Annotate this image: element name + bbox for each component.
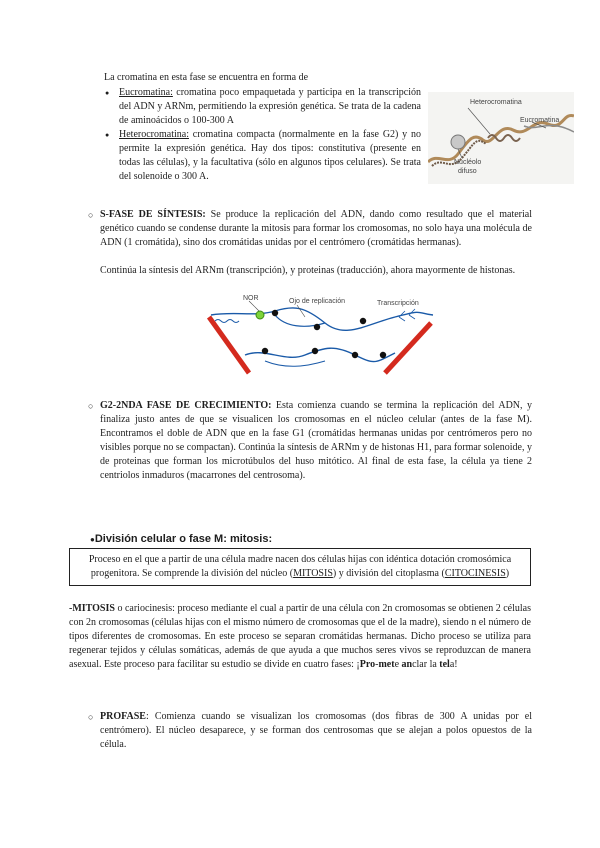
mnemo-an: an [401, 659, 413, 670]
division-heading-text: División celular o fase M: mitosis: [94, 533, 273, 545]
label-nucleolo: Nucléolo [454, 159, 482, 166]
g2-text: Esta comienza cuando se termina la replicación del ADN, y finaliza justo antes de que se visualicen los cromosomas en el núcleo celular (antes de la fase M). Encontramos el doble de ADN que en la fase G1 (cromátidas hermanas unidas por centrómeros pero no visibles porque no se compactan). Continúa la síntesis de ARNm y de histonas H1, para formar solenoide, y de proteinas que forman los microtúbulos del huso mitótico. Al final de esta fase, la célula ya tiene 2 centriolos inmaduros (macarrones del centrosoma). [100, 400, 532, 481]
s-fase-paragraph-2: Continúa la síntesis del ARNm (transcripción), y proteinas (traducción), ahora mayormente de histonas. [100, 265, 516, 276]
label-transcripcion: Transcripción [377, 300, 419, 307]
cromatina-list [103, 86, 421, 184]
profase-text: : Comienza cuando se visualizan los cromosomas (dos fibras de 300 A unidas por el centrómero). El núcleo desaparece, y se forman dos centrosomas que se alejan a polos opuestos de la célula. [100, 711, 532, 750]
box-mitosis: MITOSIS [293, 568, 333, 579]
definition-box [69, 548, 531, 586]
label-heterocromatina: Heterocromatina [470, 99, 522, 106]
s-fase-paragraph [88, 208, 532, 250]
s-fase-text: Se produce la replicación del ADN, dando como resultado que el material genético cuando se condense durante la mitosis para formar los cromosomas, no solo haya una molécula de ADN (1 cromátida), sino dos cromátidas unidas por el centrómero (cromátidas hermanas). [100, 209, 532, 248]
box-text-2: ) y división del citoplasma ( [332, 568, 445, 579]
cromatina-figure [428, 92, 574, 184]
heterocromatina-text: cromatina compacta (normalmente en la fase G2) y no permite la expresión genética. Hay dos tipos: constitutiva (presente en todas las células), y la facultativa (sólo en algunos tipos celulares). Se trata del solenoide o 300 A. [119, 129, 421, 182]
circle-bullet-icon: ○ [88, 210, 94, 220]
label-ojo-replicacion: Ojo de replicación [289, 298, 346, 305]
mitosis-term: -MITOSIS [69, 603, 115, 614]
mnemo-a: a [449, 659, 455, 670]
circle-bullet-icon: ○ [88, 712, 94, 722]
mnemo-met: met [378, 659, 395, 670]
profase-term: PROFASE [100, 711, 146, 722]
mnemo-clar: clar la [412, 659, 440, 670]
s-fase-term: S-FASE DE SÍNTESIS: [100, 209, 206, 220]
label-nor: NOR [243, 295, 259, 302]
box-text-1: Proceso en el que a partir de una célula madre nacen dos células hijas con idéntica dotación cromosómica progenitora. Se comprende la división del núcleo ( [88, 554, 512, 579]
eucromatina-text: cromatina poco empaquetada y participa en la transcripción del ADN y ARNm, permitiendo la expresión genética. Se trata de la cadena de aminoácidos o 100-300 A [119, 87, 421, 126]
mnemo-e: e [394, 659, 402, 670]
replication-figure [205, 293, 435, 375]
label-difuso: difuso [458, 168, 477, 175]
list-item-eucromatina [103, 86, 421, 128]
mnemo-tel: tel [439, 659, 450, 670]
heterocromatina-term: Heterocromatina: [119, 129, 189, 140]
cromatina-intro: La cromatina en esta fase se encuentra en forma de [104, 72, 309, 83]
list-item-heterocromatina [103, 128, 421, 184]
mnemo-end: ! [454, 659, 458, 670]
mnemo-pro: Pro [359, 659, 376, 670]
mitosis-paragraph [69, 602, 531, 672]
division-heading [90, 532, 390, 547]
eucromatina-term: Eucromatina: [119, 87, 173, 98]
bullet-icon: ● [90, 535, 95, 544]
g2-paragraph [88, 399, 532, 483]
box-citocinesis: CITOCINESIS [444, 568, 506, 579]
mitosis-text: o cariocinesis: proceso mediante el cual a partir de una célula con 2n cromosomas se obtienen 2 células con 2n cromosomas (células hijas con el mismo número de cromosomas que el de la madre), siendo n el número de tipos diferentes de cromosomas. En este proceso se separan cromátidas hermanas. Dicho proceso se utiliza para regenerar tejidos y células somáticas, además de que ayuda a que muchos seres vivos se reproduzcan de manera asexual. Este proceso para facilitar su estudio se divide en cuatro fases: ¡ [69, 603, 531, 670]
mnemo-dash: - [375, 659, 379, 670]
circle-bullet-icon: ○ [88, 401, 94, 411]
label-eucromatina: Eucromatina [520, 117, 560, 124]
g2-term: G2-2NDA FASE DE CRECIMIENTO: [100, 400, 272, 411]
box-text-3: ) [505, 568, 510, 579]
profase-paragraph [88, 710, 532, 752]
